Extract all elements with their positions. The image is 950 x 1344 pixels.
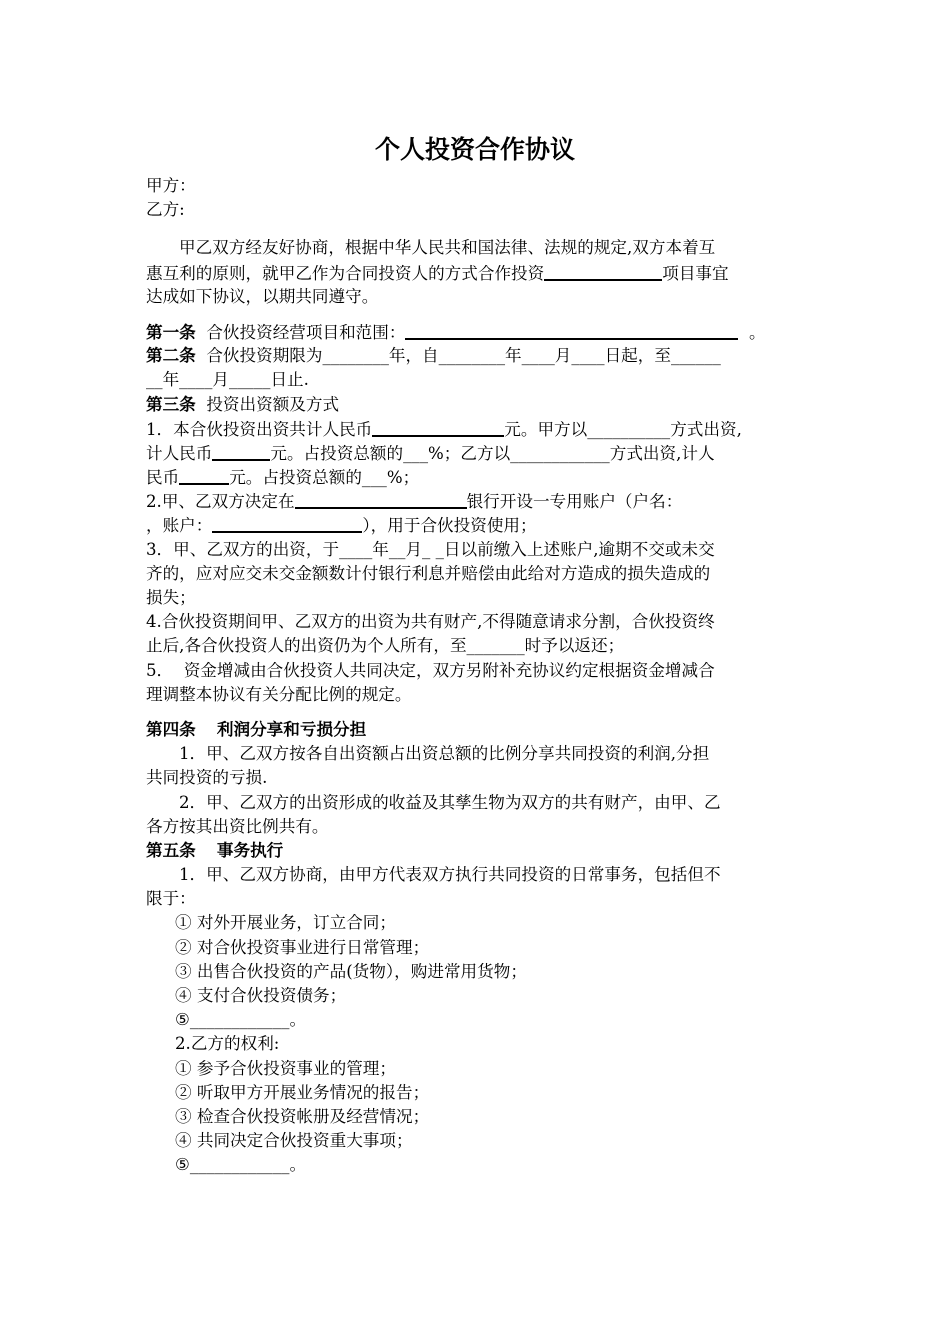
- article-1-line: [146, 320, 810, 344]
- list-item: ③ 检查合伙投资帐册及经营情况；: [175, 1106, 430, 1126]
- preamble-line: 达成如下协议，以期共同遵守。: [146, 286, 379, 306]
- article-4-line: 2．甲、乙双方的出资形成的收益及其孳生物为双方的共有财产，由甲、乙: [179, 792, 721, 812]
- article-title: 利润分享和亏损分担: [216, 719, 367, 739]
- article-text: 计人民币: [146, 443, 213, 463]
- article-3-line: 3．甲、乙双方的出资，于____年__月_ _日以前缴入上述账户,逾期不交或未交: [146, 539, 715, 559]
- article-1: [146, 320, 810, 344]
- article-3-line: 止后,各合伙投资人的出资仍为个人所有，至_______时予以返还；: [146, 636, 625, 656]
- party-a-line: 甲方：: [146, 176, 196, 195]
- article-heading: 第五条: [146, 840, 196, 860]
- article-3-line: [146, 441, 810, 465]
- preamble-text: 惠互利的原则，就甲乙作为合同投资人的方式合作投资: [146, 263, 545, 283]
- list-item: ⑤____________。: [175, 1010, 307, 1030]
- preamble-line: 甲乙双方经友好协商，根据中华人民共和国法律、法规的规定,双方本着互: [179, 238, 716, 258]
- article-heading: 第二条: [146, 346, 196, 366]
- preamble-line: [146, 261, 810, 285]
- amount-blank: [179, 465, 229, 485]
- article-5: [146, 839, 810, 1178]
- amount-blank: [212, 441, 270, 461]
- preamble-text: 项目事宜: [662, 263, 729, 283]
- article-text: 。: [749, 322, 766, 342]
- article-text: 银行开设一专用账户（户名：: [466, 492, 683, 512]
- article-text: 投资出资额及方式: [206, 394, 340, 414]
- article-text: 元。占投资总额的___%；: [229, 468, 420, 488]
- project-blank: [544, 261, 662, 281]
- list-item: ① 对外开展业务，订立合同；: [175, 913, 396, 933]
- list-item: ④ 共同决定合伙投资重大事项；: [175, 1131, 413, 1151]
- project-scope-blank: [405, 320, 738, 340]
- party-b-rights-heading: 2.乙方的权利:: [175, 1034, 280, 1054]
- article-3-line: 5． 资金增减由合伙投资人共同决定，双方另附补充协议约定根据资金增减合: [146, 660, 715, 680]
- article-5-line: 限于：: [146, 889, 196, 909]
- article-3-line: [146, 513, 810, 537]
- article-heading: 第三条: [146, 394, 196, 414]
- article-text: 民币: [146, 468, 180, 488]
- article-text: ），用于合伙投资使用；: [362, 516, 537, 536]
- article-2: [146, 344, 810, 392]
- article-text: 元。占投资总额的___%；乙方以____________方式出资,计人: [270, 443, 715, 463]
- article-2-line: [146, 344, 810, 368]
- article-2-line: __年____月_____日止.: [146, 370, 309, 390]
- list-item: ② 听取甲方开展业务情况的报告；: [175, 1082, 430, 1102]
- article-4: [146, 718, 810, 839]
- document-body: [146, 174, 810, 1178]
- article-title: 事务执行: [216, 840, 284, 860]
- article-4-line: 各方按其出资比例共有。: [146, 816, 329, 836]
- article-3-line: [146, 489, 810, 513]
- article-text: 2.甲、乙双方决定在: [146, 492, 295, 512]
- bank-blank: [295, 489, 467, 509]
- article-text: 元。甲方以__________方式出资,: [504, 419, 742, 439]
- article-3-heading-line: [146, 393, 810, 417]
- article-4-line: 共同投资的亏损.: [146, 768, 268, 788]
- party-b-line: 乙方:: [146, 200, 185, 220]
- list-item: ⑤____________。: [175, 1155, 307, 1175]
- article-4-heading-line: [146, 718, 810, 742]
- article-4-line: 1．甲、乙双方按各自出资额占出资总额的比例分享共同投资的利润,分担: [179, 744, 710, 764]
- list-item: ① 参予合伙投资事业的管理；: [175, 1058, 396, 1078]
- article-heading: 第一条: [146, 322, 196, 342]
- article-3-line: 理调整本协议有关分配比例的规定。: [146, 684, 412, 704]
- article-5-line: 1．甲、乙双方协商，由甲方代表双方执行共同投资的日常事务，包括但不: [179, 865, 721, 885]
- list-item: ④ 支付合伙投资债务；: [175, 986, 347, 1005]
- article-3: [146, 393, 810, 707]
- article-3-line: [146, 465, 810, 489]
- preamble: [146, 236, 810, 309]
- document-title: 个人投资合作协议: [374, 135, 575, 164]
- article-heading: 第四条: [146, 719, 196, 739]
- amount-blank: [372, 417, 504, 437]
- article-5-heading-line: [146, 839, 810, 863]
- article-text: 合伙投资经营项目和范围：: [206, 322, 406, 342]
- article-3-line: 损失；: [146, 588, 196, 607]
- list-item: ③ 出售合伙投资的产品(货物），购进常用货物；: [175, 961, 527, 981]
- article-text: 1．本合伙投资出资共计人民币: [146, 419, 373, 439]
- account-blank: [212, 513, 362, 533]
- article-text: 合伙投资期限为________年，自________年____月____日起，至______: [206, 346, 721, 366]
- article-3-line: 4.合伙投资期间甲、乙双方的出资为共有财产,不得随意请求分割，合伙投资终: [146, 612, 715, 632]
- article-text: ，账户：: [146, 516, 213, 536]
- article-3-line: 齐的，应对应交未交金额数计付银行利息并赔偿由此给对方造成的损失造成的: [146, 563, 711, 583]
- list-item: ② 对合伙投资事业进行日常管理；: [175, 937, 430, 957]
- article-3-line: [146, 417, 810, 441]
